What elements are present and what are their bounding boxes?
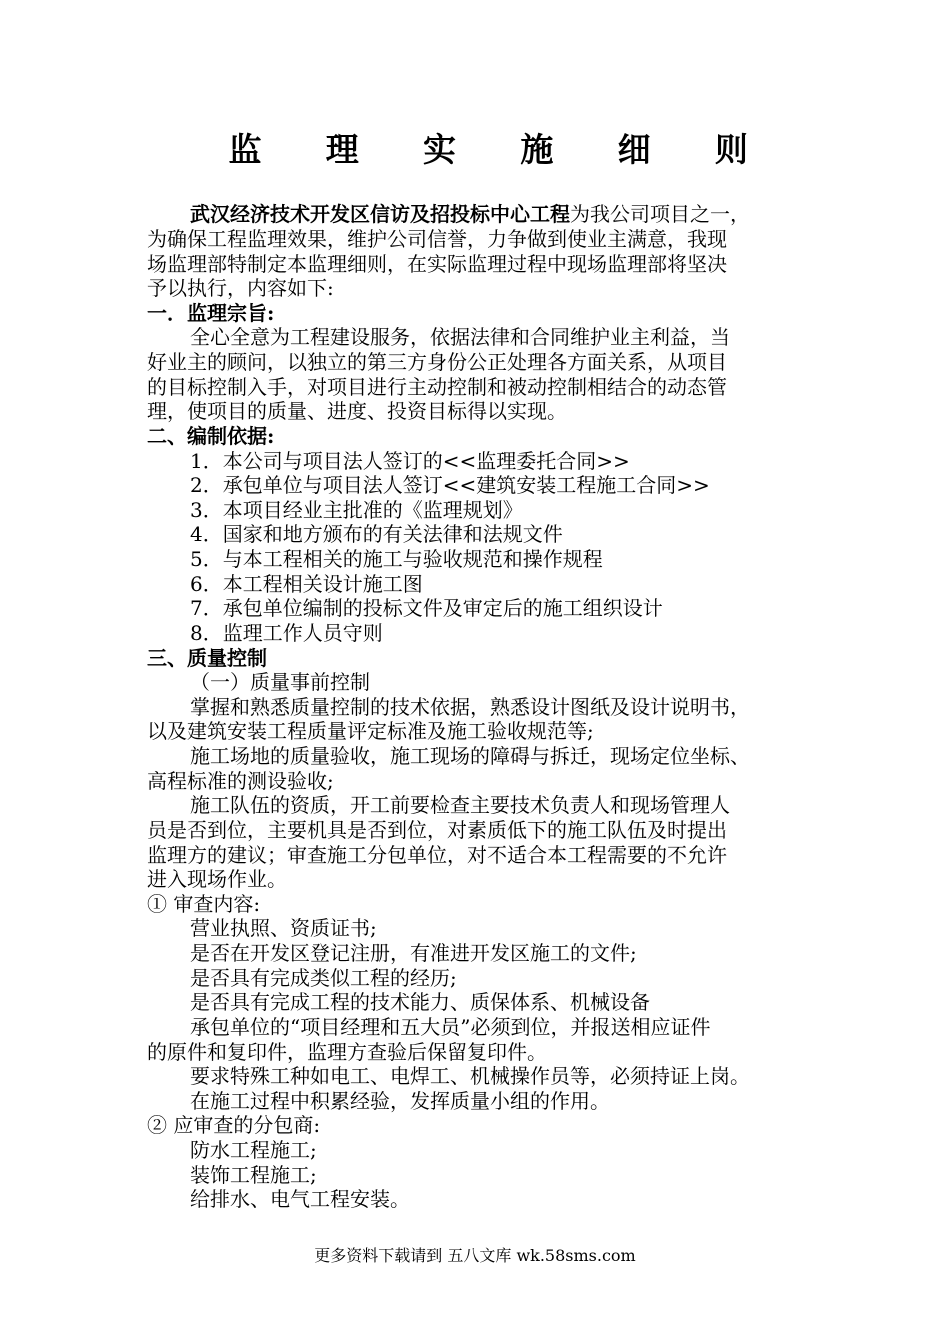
project-name: 武汉经济技术开发区信访及招投标中心工程 [190, 202, 570, 226]
section-3-subheading: （一）质量事前控制 [190, 670, 370, 694]
intro-line-1 [190, 202, 750, 227]
section-1-line: 全心全意为工程建设服务，依据法律和合同维护业主利益，当 [190, 325, 730, 349]
section-1-line: 的目标控制入手，对项目进行主动控制和被动控制相结合的动态管 [147, 375, 727, 399]
basis-item: 1．本公司与项目法人签订的<<监理委托合同>> [190, 449, 630, 473]
paragraph-line: 以及建筑安装工程质量评定标准及施工验收规范等; [147, 719, 594, 743]
paragraph-line: 要求特殊工种如电工、电焊工、机械操作员等，必须持证上岗。 [190, 1064, 750, 1088]
basis-item: 5．与本工程相关的施工与验收规范和操作规程 [190, 547, 603, 571]
paragraph-line: 掌握和熟悉质量控制的技术依据，熟悉设计图纸及设计说明书， [190, 695, 750, 719]
intro-line-2: 为确保工程监理效果，维护公司信誉，力争做到使业主满意，我现 [147, 227, 727, 251]
footer-note: 更多资料下载请到 五八文库 wk.58sms.com [314, 1246, 636, 1265]
basis-item: 2．承包单位与项目法人签订<<建筑安装工程施工合同>> [190, 473, 710, 497]
review-item: 是否具有完成类似工程的经历; [190, 966, 457, 990]
intro-line-1-rest: 为我公司项目之一， [570, 202, 750, 226]
basis-item: 6．本工程相关设计施工图 [190, 572, 423, 596]
paragraph-line: 承包单位的“项目经理和五大员”必须到位，并报送相应证件 [190, 1015, 711, 1039]
subcontractor-heading: ② 应审查的分包商: [147, 1113, 321, 1137]
paragraph-line: 的原件和复印件，监理方查验后保留复印件。 [147, 1040, 547, 1064]
paragraph-line: 员是否到位，主要机具是否到位，对素质低下的施工队伍及时提出 [147, 818, 727, 842]
basis-item: 4．国家和地方颁布的有关法律和法规文件 [190, 522, 563, 546]
subcontractor-item: 装饰工程施工; [190, 1163, 317, 1187]
paragraph-line: 施工队伍的资质，开工前要检查主要技术负责人和现场管理人 [190, 793, 730, 817]
section-3-heading: 三、质量控制 [147, 646, 267, 670]
paragraph-line: 施工场地的质量验收，施工现场的障碍与拆迁，现场定位坐标、 [190, 744, 750, 768]
basis-item: 7．承包单位编制的投标文件及审定后的施工组织设计 [190, 596, 663, 620]
paragraph-line: 监理方的建议；审查施工分包单位，对不适合本工程需要的不允许 [147, 843, 727, 867]
section-1-line: 好业主的顾问，以独立的第三方身份公正处理各方面关系，从项目 [147, 350, 727, 374]
paragraph-line: 进入现场作业。 [147, 867, 287, 891]
section-1-line: 理，使项目的质量、进度、投资目标得以实现。 [147, 399, 567, 423]
review-item: 是否在开发区登记注册，有准进开发区施工的文件; [190, 941, 637, 965]
basis-item: 3．本项目经业主批准的《监理规划》 [190, 498, 523, 522]
review-item: 是否具有完成工程的技术能力、质保体系、机械设备 [190, 990, 650, 1014]
subcontractor-item: 给排水、电气工程安装。 [190, 1187, 410, 1211]
intro-line-4: 予以执行，内容如下: [147, 276, 334, 300]
basis-item: 8．监理工作人员守则 [190, 621, 383, 645]
review-item: 营业执照、资质证书; [190, 916, 377, 940]
paragraph-line: 在施工过程中积累经验，发挥质量小组的作用。 [190, 1089, 610, 1113]
intro-line-3: 场监理部特制定本监理细则，在实际监理过程中现场监理部将坚决 [147, 252, 727, 276]
section-2-heading: 二、编制依据: [147, 424, 275, 448]
subcontractor-item: 防水工程施工; [190, 1138, 317, 1162]
review-heading: ① 审查内容: [147, 892, 261, 916]
paragraph-line: 高程标准的测设验收; [147, 769, 334, 793]
section-1-heading: 一．监理宗旨: [147, 301, 275, 325]
page-title: 监 理 实 施 细 则 [228, 130, 775, 169]
